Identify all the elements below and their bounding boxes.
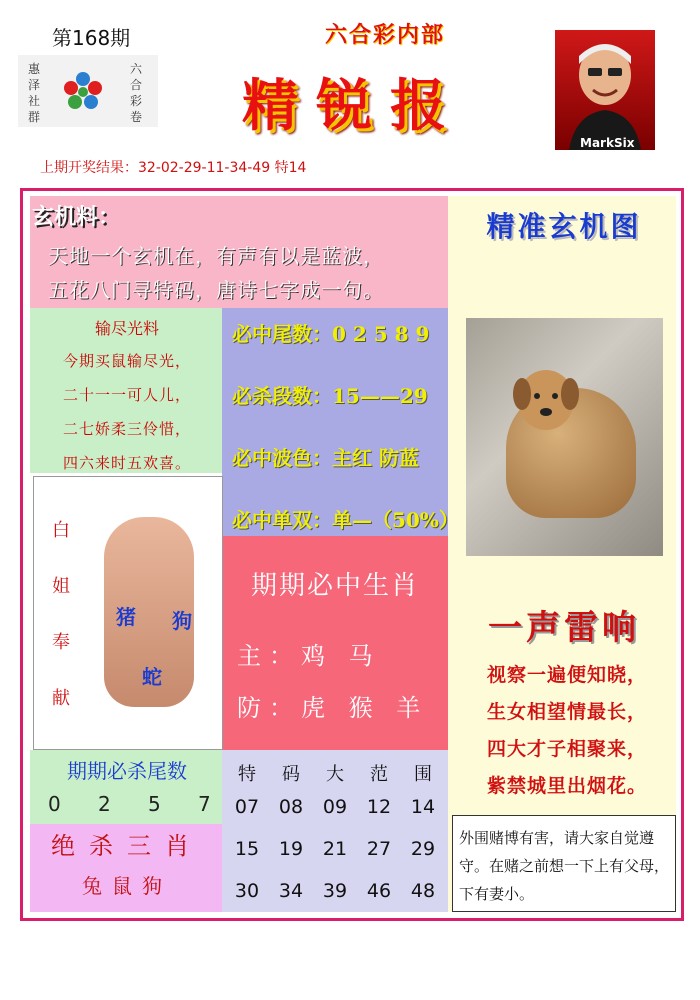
- tema-row: [225, 796, 445, 818]
- tema-number: 27: [366, 838, 392, 860]
- tema-number: 15: [234, 838, 260, 860]
- tema-number: 29: [410, 838, 436, 860]
- qiqi-title: 期期必中生肖: [250, 571, 419, 601]
- tema-number: 46: [366, 880, 392, 902]
- tema-number: 34: [278, 880, 304, 902]
- tema-number: 07: [234, 796, 260, 818]
- poem-line: 视察一遍便知晓，: [486, 664, 647, 686]
- weishu-kill-digit: 0: [48, 792, 61, 816]
- gambling-warning: [452, 815, 676, 912]
- zodiac-pig: 猪: [116, 605, 136, 629]
- page-subtitle: 六合彩内部: [324, 22, 445, 48]
- issue-number: 第168期: [52, 26, 131, 50]
- qiqi-fang: 防：虎 猴 羊: [237, 694, 429, 722]
- poem-line: 紫禁城里出烟花。: [486, 775, 647, 797]
- leisheng-title: 一声雷响: [488, 608, 640, 648]
- shuguang-line: 四六来时五欢喜。: [62, 454, 191, 472]
- shuguang-line: 二十一一可人儿，: [62, 386, 191, 404]
- vertical-char: 白: [52, 520, 70, 541]
- portrait-figure-icon: [555, 30, 655, 150]
- logo-left-text: 惠泽社群: [27, 62, 40, 124]
- jueshan-title: 绝杀三肖: [51, 832, 203, 860]
- tema-number: 14: [410, 796, 436, 818]
- tema-row: [225, 880, 445, 902]
- tema-header-char: 范: [370, 764, 388, 785]
- xuanji-line-1: 天地一个玄机在，有声有以是蓝波，: [48, 244, 384, 268]
- host-portrait: [555, 30, 655, 150]
- dog-head-icon: [506, 358, 586, 438]
- shuguang-title: 输尽光料: [94, 319, 159, 338]
- weishu-kill-digit: 7: [198, 792, 211, 816]
- vertical-char: 奉: [52, 632, 70, 653]
- tema-number: 12: [366, 796, 392, 818]
- bizhong-danshuang: 必中单双：单—（50%）: [232, 508, 459, 532]
- qiqi-main: 主：鸡 马: [237, 642, 381, 670]
- bizhong-shaduan: 必杀段数：15——29: [232, 384, 428, 408]
- poem-line: 生女相望情最长，: [486, 701, 647, 723]
- poem-line: 四大才子相聚来，: [486, 738, 647, 760]
- shuguang-line: 二七娇柔三伶惜，: [62, 420, 191, 438]
- tema-number: 21: [322, 838, 348, 860]
- bizhong-bose: 必中波色：主红 防蓝: [232, 446, 419, 470]
- jueshan-animals: 兔鼠狗: [82, 874, 172, 898]
- xuanji-heading: 玄机料：: [32, 204, 121, 230]
- dog-photo: [466, 318, 663, 556]
- last-draw-result: 上期开奖结果：32-02-29-11-34-49 特14: [40, 160, 307, 176]
- logo-right-text: 六合彩卷: [129, 62, 142, 124]
- flower-logo-icon: [60, 69, 106, 115]
- weishu-kill-digit: 2: [98, 792, 111, 816]
- tema-number: 09: [322, 796, 348, 818]
- bizhong-weishu: 必中尾数：0 2 5 8 9: [232, 322, 430, 346]
- vertical-char: 姐: [52, 576, 70, 597]
- weishu-kill-digit: 5: [148, 792, 161, 816]
- tema-number: 30: [234, 880, 260, 902]
- vertical-text: [50, 517, 72, 713]
- tema-header-char: 大: [326, 764, 344, 785]
- tema-header-char: 码: [282, 764, 300, 785]
- tema-header-char: 围: [414, 764, 432, 785]
- tema-number: 08: [278, 796, 304, 818]
- xuanji-line-2: 五花八门寻特码，唐诗七字成一句。: [48, 278, 384, 302]
- tema-number: 48: [410, 880, 436, 902]
- marksix-logo: MarkSix: [580, 136, 635, 150]
- jingzhun-title: 精准玄机图: [486, 210, 642, 243]
- weishu-kill-title: 期期必杀尾数: [67, 759, 187, 783]
- community-logo: [18, 55, 158, 127]
- tema-header-char: 特: [238, 764, 256, 785]
- zodiac-dog: 狗: [172, 609, 192, 633]
- tema-number: 39: [322, 880, 348, 902]
- page-title: 精锐报: [242, 73, 464, 139]
- zodiac-snake: 蛇: [142, 665, 162, 689]
- girl-picture-box: [33, 476, 223, 750]
- vertical-char: 献: [52, 688, 70, 709]
- tema-header: [225, 760, 445, 786]
- warning-text: 外围赌博有害，请大家自觉遵守。在赌之前想一下上有父母，下有妻小。: [459, 829, 670, 903]
- tema-number: 19: [278, 838, 304, 860]
- shuguang-line: 今期买鼠输尽光，: [62, 352, 191, 370]
- tema-row: [225, 838, 445, 860]
